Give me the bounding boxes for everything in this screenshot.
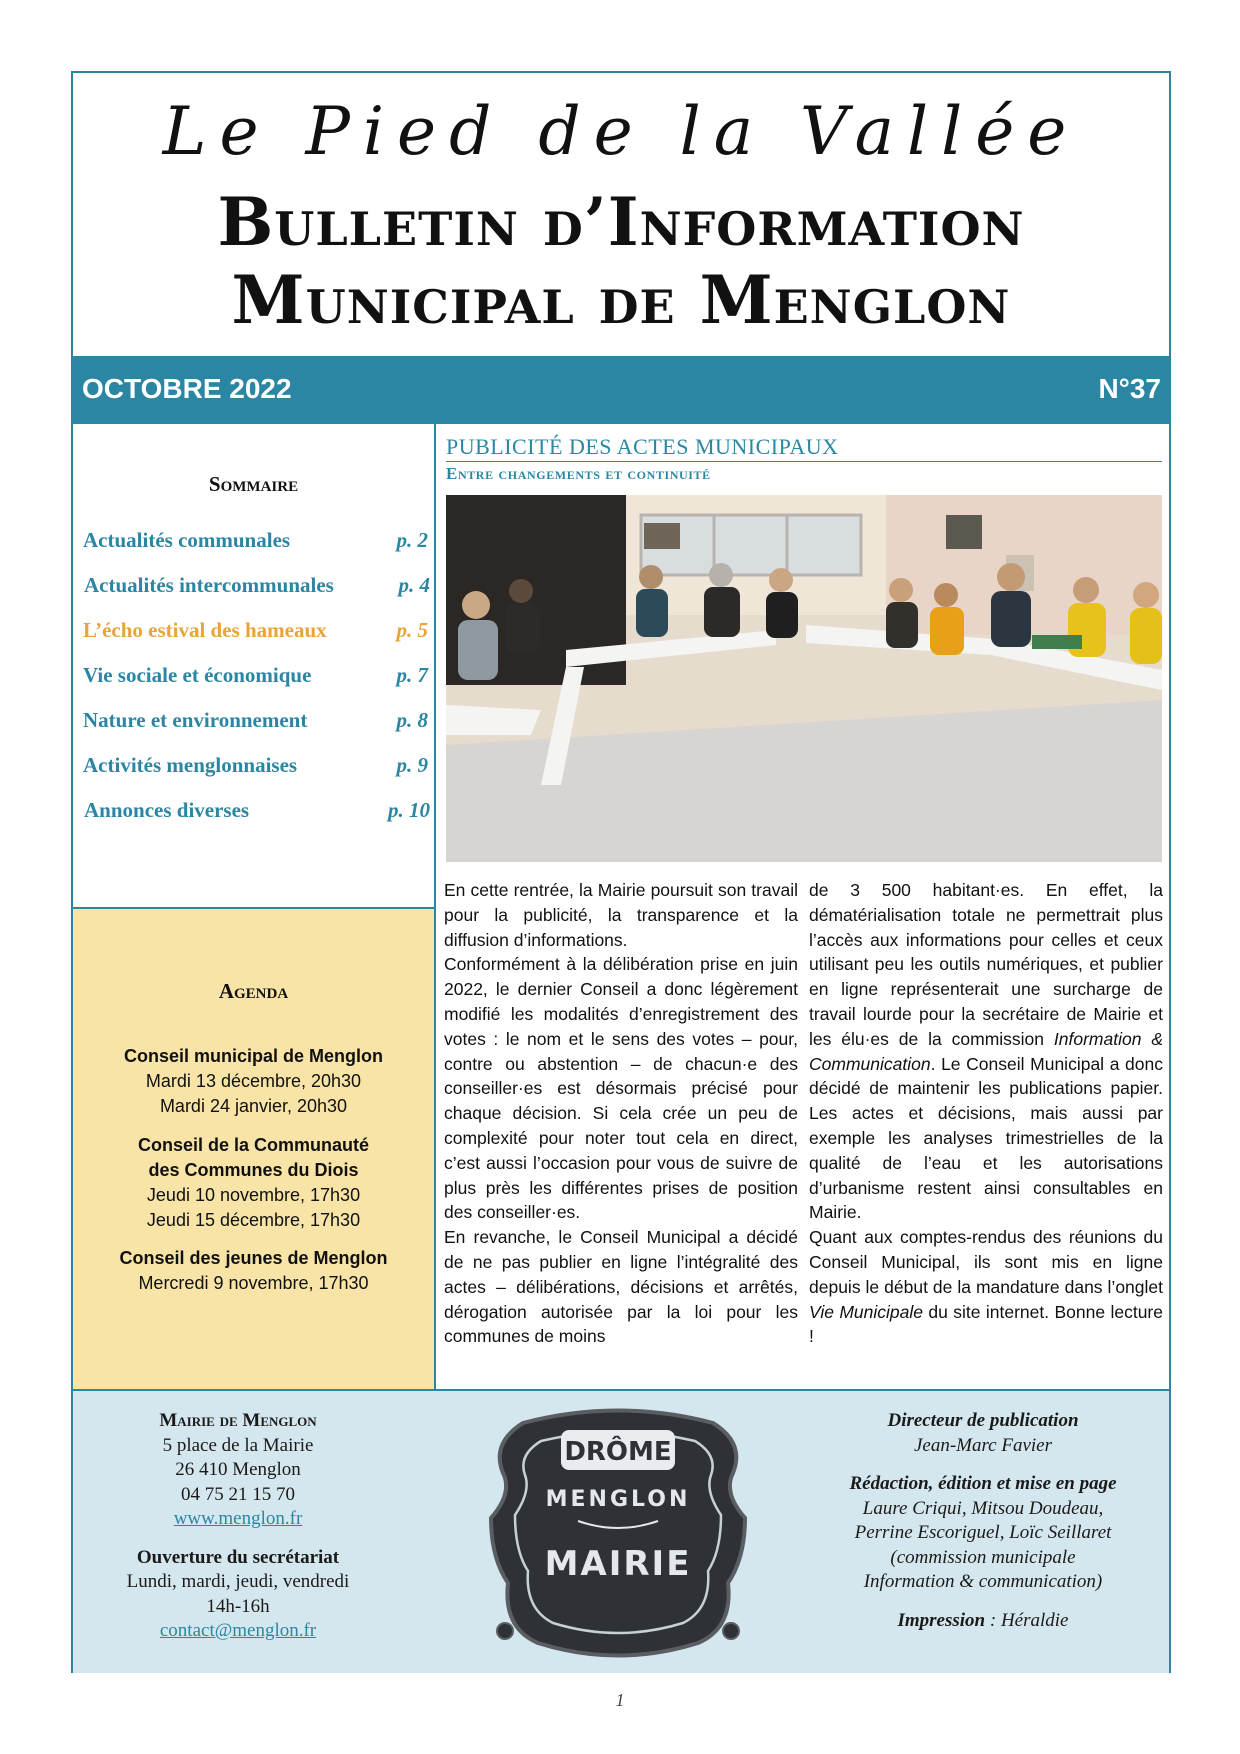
article-paragraph: En revanche, le Conseil Municipal a décidé de ne pas publier en ligne l’intégralité des actes – délibérations, décisions et arrêtés, dérogation autorisée par la loi pour les communes de moins: [444, 1227, 798, 1347]
mairie-website-link[interactable]: www.menglon.fr: [173, 1508, 303, 1529]
mairie-contact: [73, 1409, 403, 1644]
toc-page: p. 10: [388, 798, 430, 822]
article-paragraph: Conformément à la délibération prise en juin 2022, le dernier Conseil a donc légèrement modifié les modalités d’enregistrement des votes : le nom et le sens des votes – pour, contre ou abstention – de chacun·e des conseiller·es est désormais précisé pour chaque décision. Si cela crée un peu de complexité pour noter tout cela en direct, c’est aussi l’occasion pour vous de suivre de plus près les différentes prises de position des conseiller·es.: [444, 954, 798, 1223]
agenda-event-date: Jeudi 10 novembre, 17h30: [146, 1185, 361, 1205]
agenda-event: [73, 1133, 434, 1233]
toc-item-vie-sociale[interactable]: [83, 663, 428, 693]
bulletin-title-line-1: Bulletin d’Information: [217, 183, 1025, 261]
article-column-1: [444, 878, 798, 1349]
toc-label: L’écho estival des hameaux: [83, 618, 327, 642]
bulletin-title-line-2: Municipal de Menglon: [231, 261, 1011, 339]
toc-label: Activités menglonnaises: [83, 753, 298, 777]
printer-name: Héraldie: [1000, 1609, 1069, 1631]
toc-page: p. 8: [396, 708, 428, 732]
toc-item-echo-estival[interactable]: [83, 618, 428, 648]
sommaire-box: [73, 424, 436, 907]
mairie-email-link[interactable]: contact@menglon.fr: [159, 1620, 317, 1641]
agenda-event-date: Jeudi 15 décembre, 17h30: [146, 1210, 361, 1230]
article-column-2: [809, 878, 1163, 1349]
editors-line: Perrine Escoriguel, Loïc Seillaret: [854, 1522, 1112, 1543]
secretariat-days: Lundi, mardi, jeudi, vendredi: [126, 1571, 350, 1592]
mairie-address-line: 5 place de la Mairie: [162, 1434, 314, 1456]
issue-band: [73, 356, 1169, 424]
editors-line: Information & communication): [863, 1571, 1103, 1592]
printer-title: Impression: [897, 1609, 986, 1631]
council-meeting-illustration: [446, 495, 1162, 862]
issue-month: OCTOBRE 2022: [82, 373, 292, 404]
agenda-event: [73, 1246, 434, 1296]
sommaire-heading: Sommaire: [208, 472, 299, 496]
agenda-event-name: des Communes du Diois: [148, 1160, 359, 1180]
publication-credits: [813, 1409, 1153, 1633]
bulletin-tagline: Le Pied de la Vallée: [162, 93, 1080, 170]
text-run: de 3 500 habitant·es. En effet, la dématérialisation totale ne permettrait plus l’accès aux informations pour celles et ceux utilisant peu les outils numériques, et publier en ligne représenterait une surcharge de travail lourde pour la secrétaire de Mairie et les élu·es de la commission: [809, 880, 1163, 1049]
toc-page: p. 5: [396, 618, 428, 642]
agenda-event-name: Conseil des jeunes de Menglon: [119, 1248, 388, 1268]
article-paragraph: [809, 1225, 1163, 1349]
editors-line: Laure Criqui, Mitsou Doudeau,: [862, 1497, 1104, 1519]
toc-label: Vie sociale et économique: [83, 663, 312, 687]
director-title: Directeur de publication: [887, 1410, 1079, 1431]
mairie-plaque-emblem: [483, 1403, 753, 1658]
masthead: [73, 73, 1169, 356]
director-name: Jean-Marc Favier: [913, 1434, 1053, 1456]
article-paragraph: [809, 878, 1163, 1225]
mairie-address-line: 26 410 Menglon: [175, 1459, 301, 1480]
agenda-event-name: Conseil municipal de Menglon: [123, 1046, 384, 1066]
plaque-top-text: DRÔME: [564, 1437, 672, 1467]
plaque-middle-text: MENGLON: [545, 1487, 691, 1512]
footer: [73, 1389, 1169, 1673]
plaque-bottom-text: MAIRIE: [544, 1544, 692, 1584]
toc-label: Actualités intercommunales: [84, 573, 334, 597]
printer-line: [813, 1609, 1153, 1634]
article-paragraph: En cette rentrée, la Mairie poursuit son travail pour la publicité, la transparence et la diffusion d’informations.: [444, 880, 798, 950]
editorial-title: Rédaction, édition et mise en page: [849, 1473, 1117, 1494]
toc-label: Annonces diverses: [84, 798, 250, 822]
toc-label: Nature et environnement: [83, 708, 308, 732]
secretariat-hours: 14h-16h: [206, 1595, 270, 1617]
bulletin-page: [71, 71, 1171, 1673]
printer-separator: :: [985, 1609, 1001, 1631]
page-number: 1: [615, 1690, 625, 1710]
toc-item-activites[interactable]: [83, 753, 428, 783]
editors-line: (commission municipale: [890, 1546, 1076, 1568]
toc-item-nature[interactable]: [83, 708, 428, 738]
article-subtitle: Entre changements et continuité: [446, 464, 711, 483]
toc-label: Actualités communales: [83, 528, 291, 552]
agenda-event-date: Mardi 24 janvier, 20h30: [159, 1096, 348, 1116]
issue-number: N°37: [1098, 373, 1161, 404]
agenda-event-date: Mardi 13 décembre, 20h30: [145, 1071, 362, 1091]
secretariat-hours-title: Ouverture du secrétariat: [136, 1546, 340, 1568]
toc-page: p. 2: [396, 528, 428, 552]
article-kicker: PUBLICITÉ DES ACTES MUNICIPAUX: [446, 434, 1162, 462]
toc-item-actualites-intercommunales[interactable]: [84, 573, 430, 603]
text-run-italic: Information & Communication: [809, 1028, 1164, 1074]
toc-item-actualites-communales[interactable]: [83, 528, 428, 558]
agenda-box: [73, 907, 436, 1389]
mairie-phone: 04 75 21 15 70: [181, 1483, 295, 1505]
toc-page: p. 7: [396, 663, 428, 687]
agenda-event-date: Mercredi 9 novembre, 17h30: [138, 1273, 369, 1293]
text-run-italic: Vie Municipale: [809, 1301, 924, 1322]
text-run: Quant aux comptes-rendus des réunions du Conseil Municipal, ils sont mis en ligne depuis le début de la mandature dans l’onglet: [809, 1227, 1163, 1297]
toc-item-annonces[interactable]: [84, 798, 430, 828]
council-meeting-photo: [446, 495, 1162, 862]
toc-page: p. 4: [398, 573, 430, 597]
text-run: du site internet. Bonne lecture !: [809, 1301, 1163, 1347]
article: [436, 424, 1169, 1389]
mairie-title: Mairie de Menglon: [159, 1410, 317, 1431]
agenda-heading: Agenda: [218, 979, 289, 1003]
text-run: . Le Conseil Municipal a donc décidé de maintenir les publications papier. Les actes et décisions, mais aussi par exemple les analyses trimestrielles de la qualité de l’eau et les autorisations d’urbanisme restent ainsi consultables en Mairie.: [809, 1053, 1163, 1223]
agenda-event-name: Conseil de la Communauté: [137, 1135, 370, 1155]
toc-page: p. 9: [396, 753, 428, 777]
agenda-event: [73, 1044, 434, 1119]
